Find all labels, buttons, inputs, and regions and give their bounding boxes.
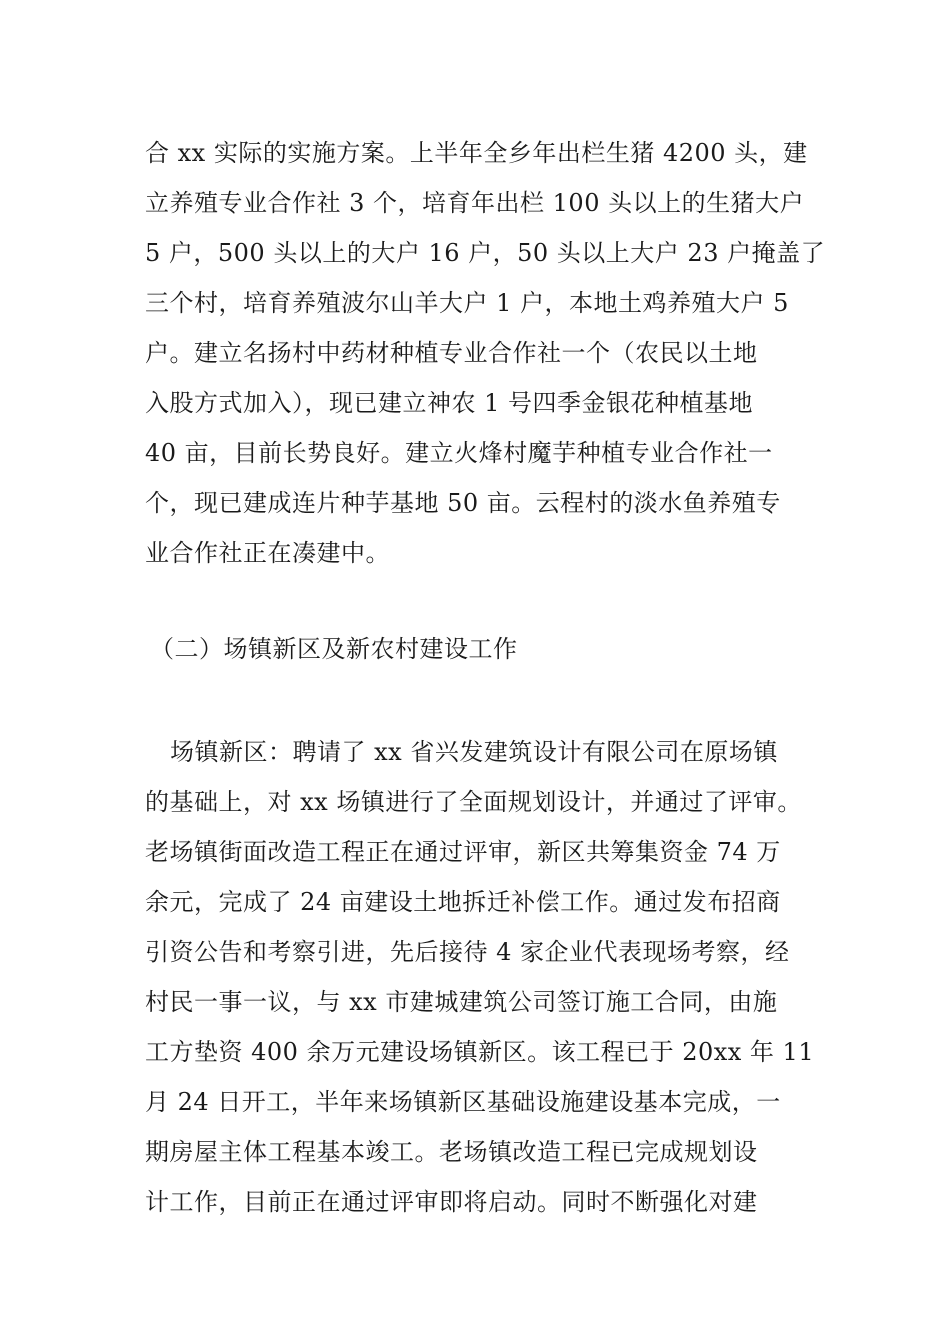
section-heading: （二）场镇新区及新农村建设工作 bbox=[150, 635, 518, 663]
paragraph-2-line-6: 村民一事一议，与 xx 市建城建筑公司签订施工合同，由施 bbox=[145, 988, 778, 1016]
paragraph-2-line-1: 场镇新区：聘请了 xx 省兴发建筑设计有限公司在原场镇 bbox=[170, 738, 778, 766]
paragraph-2-line-7: 工方垫资 400 余万元建设场镇新区。该工程已于 20xx 年 11 bbox=[145, 1038, 815, 1066]
paragraph-2-line-3: 老场镇街面改造工程正在通过评审，新区共筹集资金 74 万 bbox=[145, 838, 781, 866]
paragraph-2-line-5: 引资公告和考察引进，先后接待 4 家企业代表现场考察，经 bbox=[145, 938, 790, 966]
paragraph-1-line-3: 5 户，500 头以上的大户 16 户，50 头以上大户 23 户掩盖了 bbox=[145, 239, 826, 267]
paragraph-2-line-10: 计工作，目前正在通过评审即将启动。同时不断强化对建 bbox=[145, 1188, 758, 1216]
paragraph-2-line-4: 余元，完成了 24 亩建设土地拆迁补偿工作。通过发布招商 bbox=[145, 888, 781, 916]
paragraph-2-line-9: 期房屋主体工程基本竣工。老场镇改造工程已完成规划设 bbox=[145, 1138, 758, 1166]
paragraph-1-line-2: 立养殖专业合作社 3 个，培育年出栏 100 头以上的生猪大户 bbox=[145, 189, 805, 217]
paragraph-1-line-7: 40 亩，目前长势良好。建立火烽村魔芋种植专业合作社一 bbox=[145, 439, 773, 467]
paragraph-1-line-9: 业合作社正在凑建中。 bbox=[145, 539, 390, 567]
paragraph-1-line-5: 户。建立名扬村中药材种植专业合作社一个（农民以土地 bbox=[145, 339, 758, 367]
paragraph-2-line-8: 月 24 日开工，半年来场镇新区基础设施建设基本完成，一 bbox=[145, 1088, 781, 1116]
paragraph-1-line-4: 三个村，培育养殖波尔山羊大户 1 户，本地土鸡养殖大户 5 bbox=[145, 289, 789, 317]
paragraph-1-line-1: 合 xx 实际的实施方案。上半年全乡年出栏生猪 4200 头，建 bbox=[145, 139, 808, 167]
paragraph-2-line-2: 的基础上，对 xx 场镇进行了全面规划设计，并通过了评审。 bbox=[145, 788, 802, 816]
paragraph-1-line-6: 入股方式加入），现已建立神农 1 号四季金银花种植基地 bbox=[145, 389, 754, 417]
paragraph-1-line-8: 个，现已建成连片种芋基地 50 亩。云程村的淡水鱼养殖专 bbox=[145, 489, 781, 517]
